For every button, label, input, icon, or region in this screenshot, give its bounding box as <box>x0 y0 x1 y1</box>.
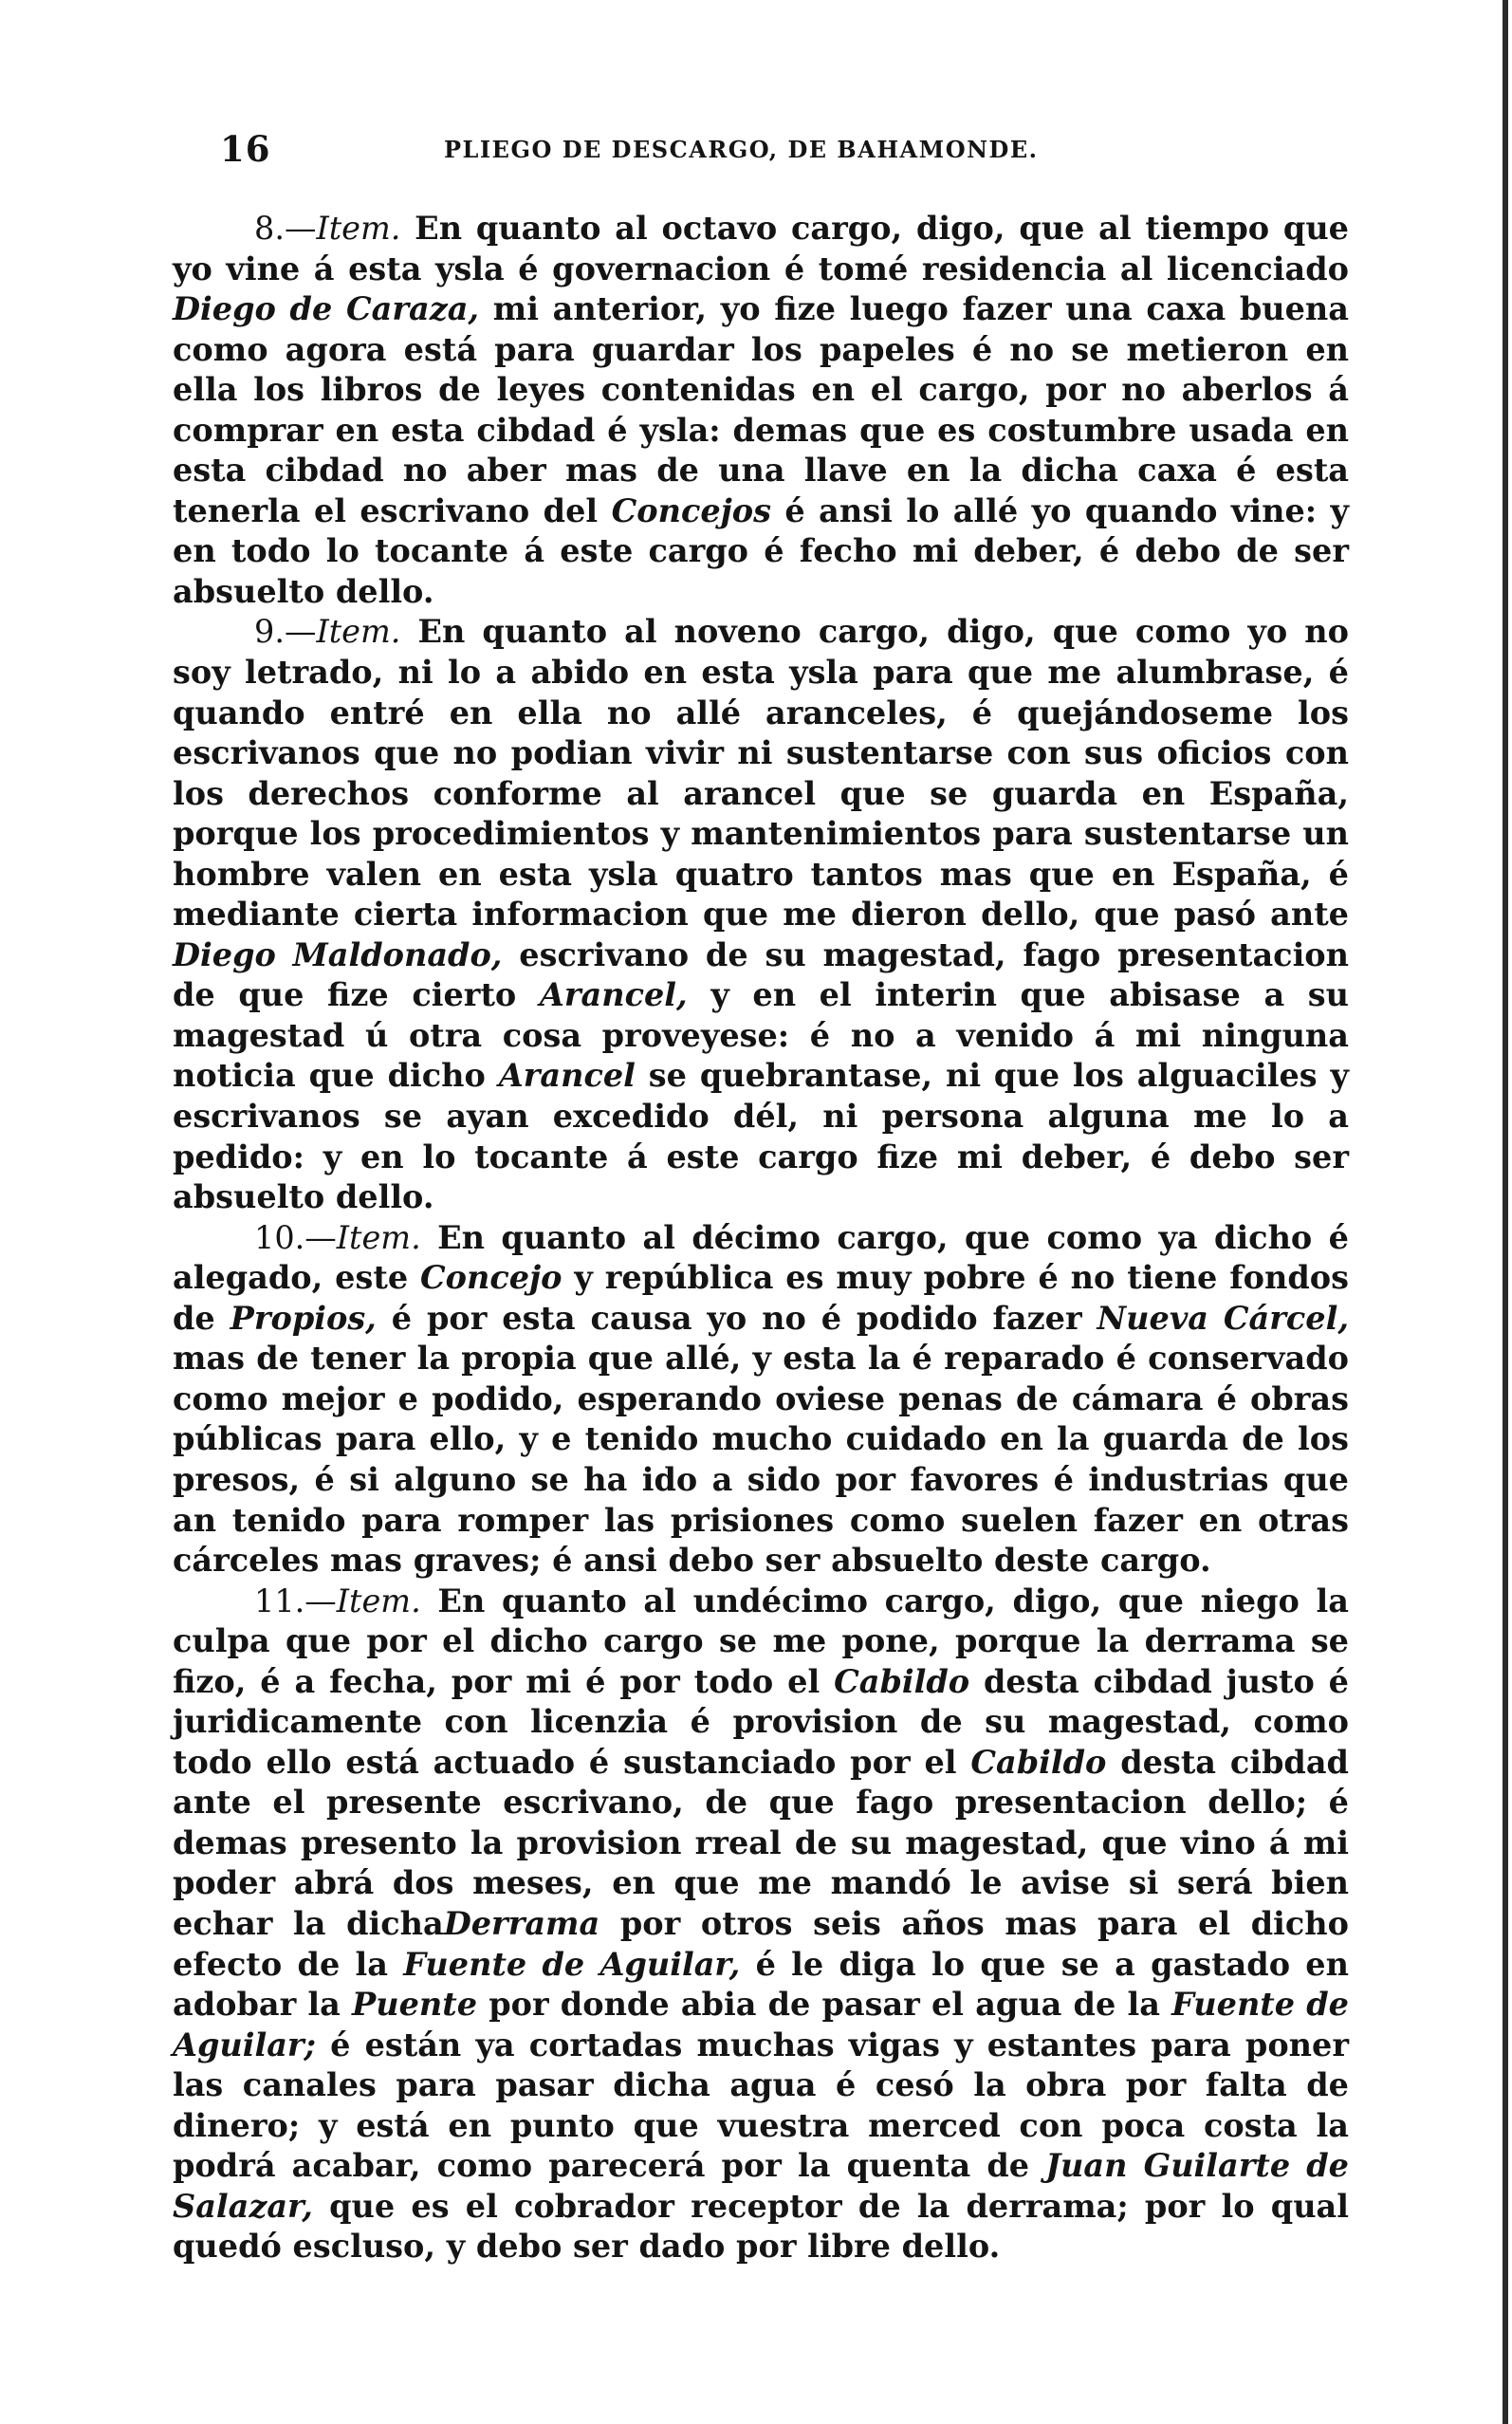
page-number: 16 <box>220 128 271 170</box>
proper-name: Diego Maldonado, <box>173 935 503 973</box>
proper-name: Concejos <box>611 491 771 529</box>
text-body <box>173 209 1349 2267</box>
text-segment: que es el cobrador receptor de la derrama; por lo qual quedó escluso, y debo ser dado por libre dello. <box>173 2187 1349 2266</box>
proper-name: Fuente de Aguilar, <box>403 1945 741 1983</box>
text-segment: é le diga lo que se a gastado en adobar la <box>173 1945 1349 2024</box>
item-number: 11.— <box>254 1582 337 1619</box>
proper-name: Propios, <box>230 1299 377 1337</box>
text-segment: En quanto al noveno cargo, digo, que como yo no soy letrado, ni lo a abido en esta ysla para que me alumbrase, é quando entré en ella no allé aranceles, é quejándoseme los escrivanos que no podian vivir ni sustentarse con sus oficios con los derechos conforme al arancel que se guarda en España, porque los procedimientos y mantenimientos para sustentarse un hombre valen en esta ysla quatro tantos mas que en España, é mediante cierta informacion que me dieron dello, que pasó ante <box>173 613 1349 934</box>
text-segment: é están ya cortadas muchas vigas y estantes para poner las canales para pasar dicha agua é cesó la obra por falta de dinero; y está en punto que vuestra merced con poca costa la podrá acabar, como parecerá por la quenta de <box>173 2026 1349 2185</box>
proper-name: Puente <box>352 1986 478 2024</box>
text-segment: desta cibdad justo é juridicamente con licenzia é provision de su magestad, como todo ello está actuado é sustanciado por el <box>173 1662 1349 1781</box>
text-segment: En quanto al undécimo cargo, digo, que niego la culpa que por el dicho cargo se me pone, porque la derrama se fizo, é a fecha, por mi é por todo el <box>173 1582 1349 1700</box>
running-title: PLIEGO DE DESCARGO, DE BAHAMONDE. <box>444 136 1039 163</box>
text-segment: é por esta causa yo no é podido fazer <box>376 1299 1097 1337</box>
paragraph-item-11 <box>173 1582 1349 2267</box>
text-segment: En quanto al décimo cargo, que como ya dicho é alegado, este <box>173 1218 1349 1297</box>
text-segment: se quebrantase, ni que los alguaciles y escrivanos se ayan excedido dél, ni persona alguna me lo a pedido: y en lo tocante á este cargo fize mi deber, é debo ser absuelto dello. <box>173 1057 1350 1216</box>
proper-name: Cabildo <box>970 1743 1107 1781</box>
item-number: 10.— <box>254 1218 337 1256</box>
text-segment: mi anterior, yo fize luego fazer una caxa buena como agora está para guardar los papeles é no se metieron en ella los libros de leyes contenidas en el cargo, por no aberlos á comprar en esta cibdad é ysla: demas que es costumbre usada en esta cibdad no aber mas de una llave en la dicha caxa é esta tenerla el escrivano del <box>173 290 1349 529</box>
proper-name: Juan Guilarte de Salazar, <box>173 2147 1349 2225</box>
item-number: 8.— <box>254 210 317 247</box>
text-segment: por donde abia de pasar el agua de la <box>477 1986 1172 2024</box>
proper-name: Fuente de Aguilar; <box>173 1986 1349 2063</box>
text-segment: y en el interin que abisase a su magestad ú otra cosa proveyese: é no a venido á mi ninguna noticia que dicho <box>173 976 1349 1095</box>
item-label: Item. <box>336 1582 421 1619</box>
text-segment: desta cibdad ante el presente escrivano, de que fago presentacion dello; é demas presento la provision rreal de su magestad, que vino á mi poder abrá dos meses, en que me mandó le avise si será bien echar la dicha <box>173 1743 1349 1942</box>
proper-name: Derrama <box>443 1904 600 1942</box>
paragraph-item-9 <box>173 612 1349 1217</box>
text-segment: y república es muy pobre é no tiene fondos de <box>173 1259 1349 1337</box>
item-number: 9.— <box>254 613 317 651</box>
paragraph-item-10 <box>173 1218 1349 1582</box>
text-segment: mas de tener la propia que allé, y esta la é reparado é conservado como mejor e podido, esperando oviese penas de cámara é obras públicas para ello, y e tenido mucho cuidado en la guarda de los presos, é si alguno se ha ido a sido por favores é industrias que an tenido para romper las prisiones como suelen fazer en otras cárceles mas graves; é ansi debo ser absuelto deste cargo. <box>173 1340 1349 1580</box>
proper-name: Arancel <box>498 1057 636 1095</box>
text-segment: En quanto al octavo cargo, digo, que al tiempo que yo vine á esta ysla é governacion é tomé residencia al licenciado <box>173 210 1349 287</box>
item-label: Item. <box>316 210 401 247</box>
proper-name: Cabildo <box>834 1662 970 1700</box>
item-label: Item. <box>316 613 401 651</box>
proper-name: Concejo <box>419 1259 562 1297</box>
page-edge-line <box>1503 0 1508 2424</box>
paragraph-item-8 <box>173 209 1349 612</box>
text-segment: por otros seis años mas para el dicho efecto de la <box>173 1904 1349 1983</box>
proper-name: Arancel, <box>539 976 688 1014</box>
page-header <box>220 128 1358 176</box>
text-segment: é ansi lo allé yo quando vine: y en todo lo tocante á este cargo é fecho mi deber, é debo de ser absuelto dello. <box>173 491 1350 610</box>
proper-name: Nueva Cárcel, <box>1097 1299 1350 1337</box>
proper-name: Diego de Caraza, <box>173 290 480 328</box>
item-label: Item. <box>336 1218 421 1256</box>
text-segment: escrivano de su magestad, fago presentacion de que fize cierto <box>173 935 1349 1014</box>
